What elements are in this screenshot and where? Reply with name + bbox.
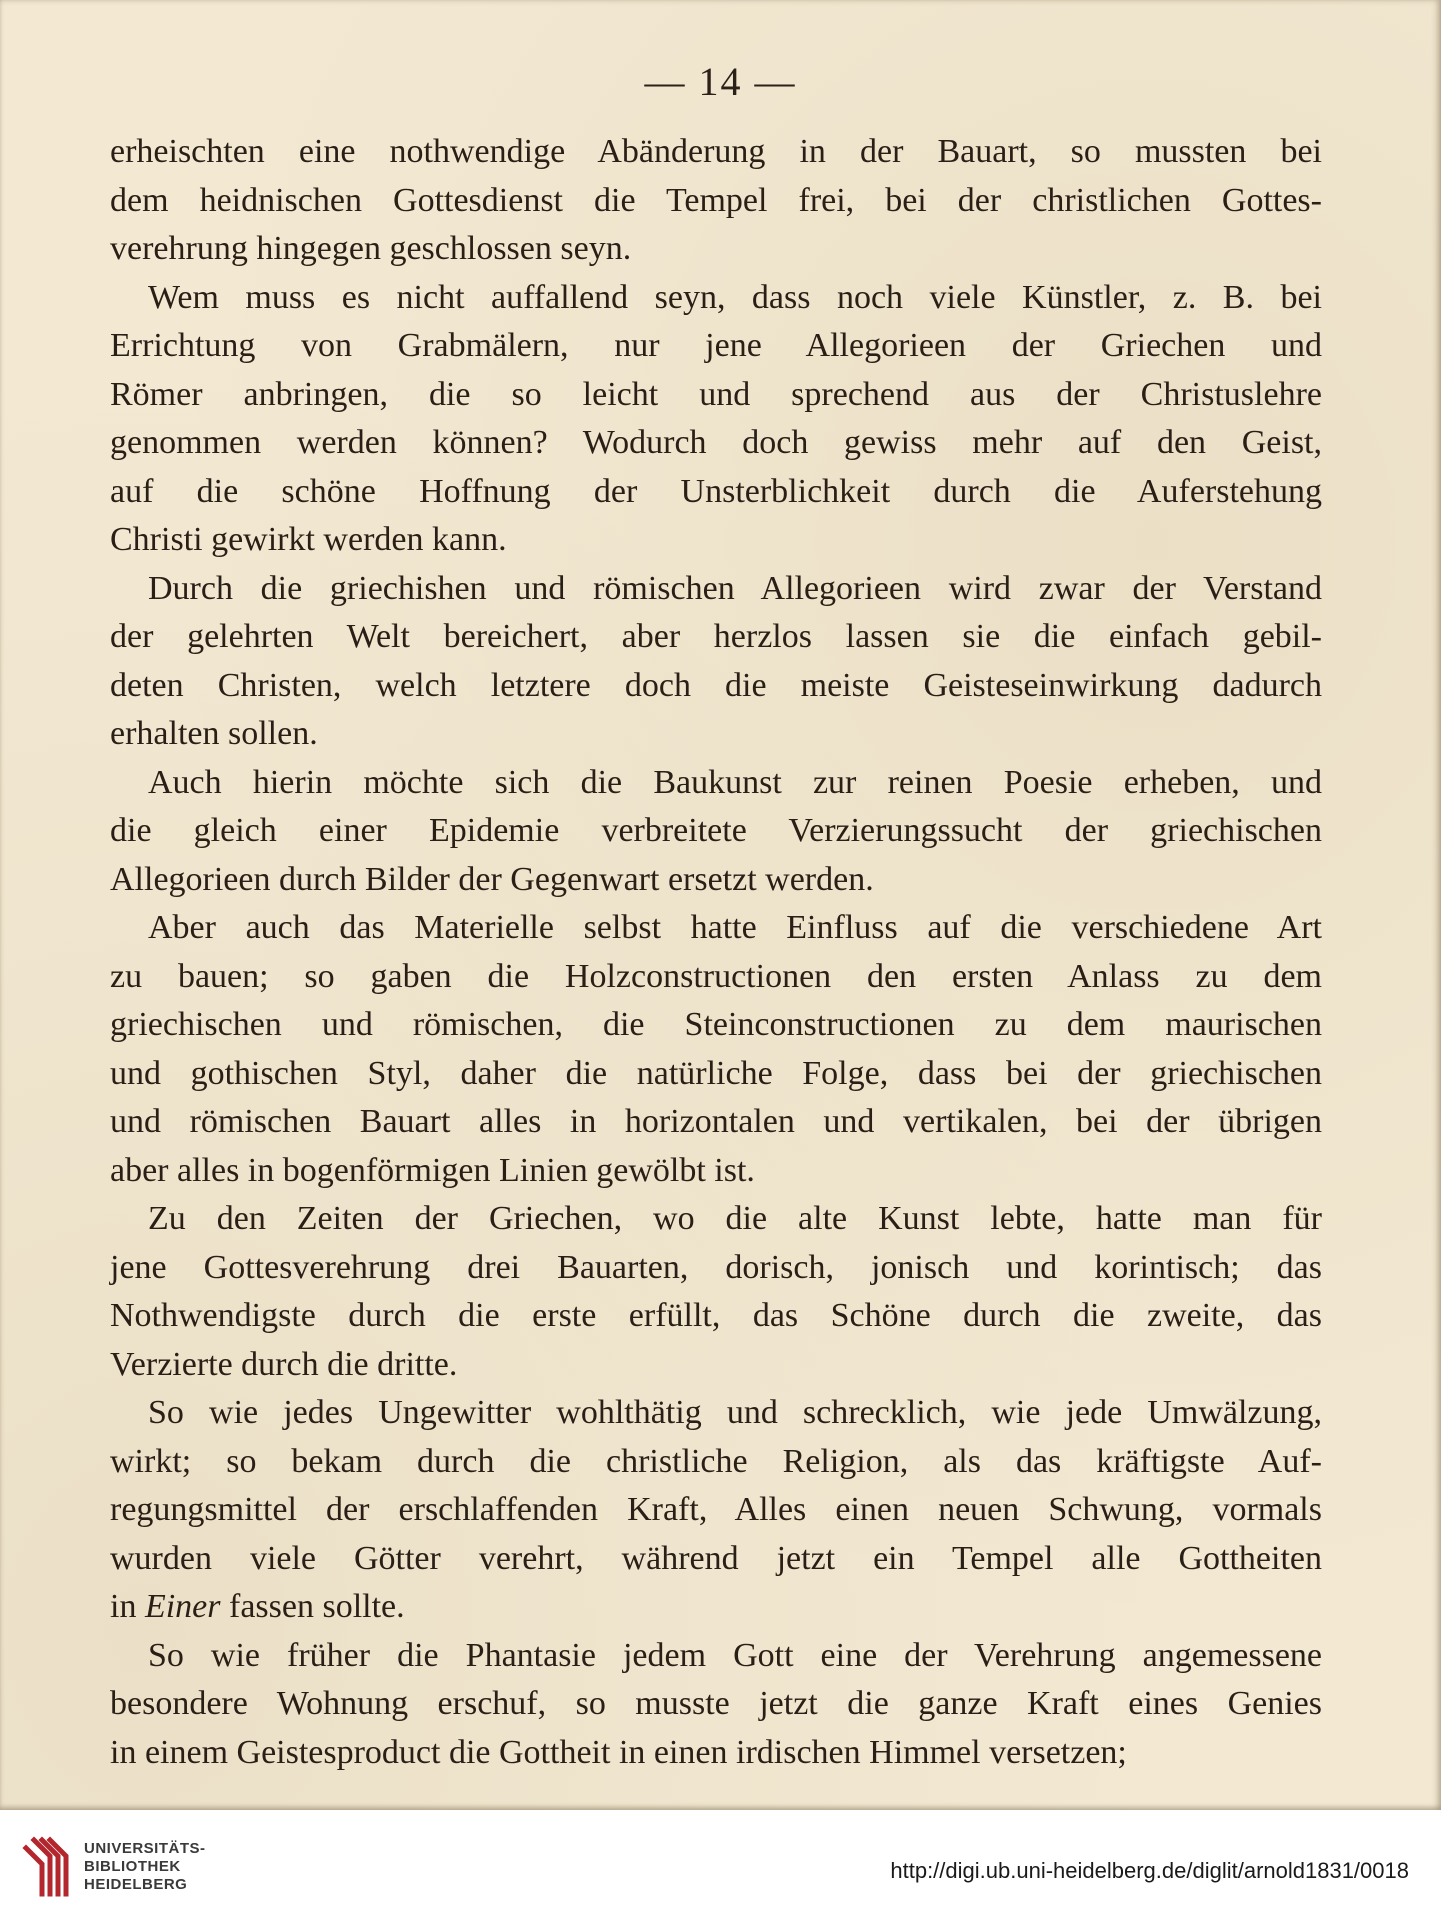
paragraph bbox=[110, 128, 1322, 274]
library-name-line: HEIDELBERG bbox=[84, 1876, 188, 1893]
ub-heidelberg-logo-icon[interactable] bbox=[20, 1832, 78, 1902]
text-line: Nothwendigste durch die erste erfüllt, das Schöne durch die zweite, das bbox=[110, 1297, 1322, 1334]
text-line: deten Christen, welch letztere doch die meiste Geisteseinwirkung dadurch bbox=[110, 666, 1322, 704]
footer-bar bbox=[0, 1810, 1441, 1926]
text-line: Auch hierin möchte sich die Baukunst zur reinen Poesie erheben, und bbox=[148, 763, 1322, 801]
paragraph bbox=[110, 759, 1322, 905]
text-line: in einem Geistesproduct die Gottheit in einen irdischen Himmel versetzen; bbox=[110, 1733, 1127, 1771]
text-line: in Einer fassen sollte. bbox=[110, 1588, 405, 1625]
library-name-line: BIBLIOTHEK bbox=[84, 1858, 181, 1875]
paragraph bbox=[110, 274, 1322, 565]
text-line: regungsmittel der erschlaffenden Kraft, Alles einen neuen Schwung, vormals bbox=[110, 1491, 1322, 1528]
paragraph bbox=[110, 904, 1322, 1195]
text-line: wirkt; so bekam durch die christliche Religion, als das kräftigste Auf- bbox=[110, 1442, 1322, 1480]
text-line: besondere Wohnung erschuf, so musste jetzt die ganze Kraft eines Genies bbox=[110, 1685, 1322, 1722]
paragraph bbox=[110, 1195, 1322, 1389]
paragraph bbox=[110, 1632, 1322, 1778]
text-line: jene Gottesverehrung drei Bauarten, dorisch, jonisch und korintisch; das bbox=[110, 1248, 1322, 1286]
text-line: Durch die griechishen und römischen Allegorieen wird zwar der Verstand bbox=[148, 569, 1322, 607]
source-url[interactable]: http://digi.ub.uni-heidelberg.de/diglit/arnold1831/0018 bbox=[890, 1858, 1409, 1883]
text-line: Römer anbringen, die so leicht und sprechend aus der Christuslehre bbox=[110, 375, 1322, 413]
text-line: auf die schöne Hoffnung der Unsterblichkeit durch die Auferstehung bbox=[110, 472, 1322, 510]
text-line: wurden viele Götter verehrt, während jetzt ein Tempel alle Gottheiten bbox=[110, 1539, 1322, 1577]
library-name-line: UNIVERSITÄTS- bbox=[84, 1840, 206, 1857]
text-line: So wie jedes Ungewitter wohlthätig und schrecklich, wie jede Umwälzung, bbox=[148, 1394, 1322, 1431]
text-line: Allegorieen durch Bilder der Gegenwart ersetzt werden. bbox=[110, 860, 874, 898]
text-line: griechischen und römischen, die Steinconstructionen zu dem maurischen bbox=[110, 1006, 1322, 1043]
text-line: verehrung hingegen geschlossen seyn. bbox=[110, 230, 632, 267]
page-number: — 14 — bbox=[644, 59, 797, 104]
text-line: zu bauen; so gaben die Holzconstructionen den ersten Anlass zu dem bbox=[110, 957, 1322, 995]
body-text bbox=[110, 128, 1322, 1777]
text-line: und römischen Bauart alles in horizontalen und vertikalen, bei der übrigen bbox=[110, 1103, 1322, 1140]
text-line: aber alles in bogenförmigen Linien gewölbt ist. bbox=[110, 1151, 755, 1189]
text-line: Wem muss es nicht auffallend seyn, dass noch viele Künstler, z. B. bei bbox=[148, 278, 1322, 316]
text-line: Zu den Zeiten der Griechen, wo die alte Kunst lebte, hatte man für bbox=[148, 1200, 1322, 1237]
text-line: Christi gewirkt werden kann. bbox=[110, 521, 507, 558]
text-line: Verzierte durch die dritte. bbox=[110, 1345, 458, 1383]
paragraph bbox=[110, 565, 1322, 759]
text-line: erheischten eine nothwendige Abänderung in der Bauart, so mussten bei bbox=[110, 133, 1322, 170]
paragraph bbox=[110, 1389, 1322, 1632]
text-line: Aber auch das Materielle selbst hatte Einfluss auf die verschiedene Art bbox=[148, 909, 1322, 946]
text-line: der gelehrten Welt bereichert, aber herzlos lassen sie die einfach gebil- bbox=[110, 618, 1322, 655]
text-line: Errichtung von Grabmälern, nur jene Allegorieen der Griechen und bbox=[110, 327, 1322, 364]
text-line: erhalten sollen. bbox=[110, 715, 318, 752]
text-line: genommen werden können? Wodurch doch gewiss mehr auf den Geist, bbox=[110, 424, 1322, 461]
text-line: dem heidnischen Gottesdienst die Tempel frei, bei der christlichen Gottes- bbox=[110, 181, 1322, 219]
library-name bbox=[84, 1840, 206, 1894]
text-line: So wie früher die Phantasie jedem Gott eine der Verehrung angemessene bbox=[148, 1636, 1322, 1674]
text-line: und gothischen Styl, daher die natürliche Folge, dass bei der griechischen bbox=[110, 1054, 1322, 1092]
text-line: die gleich einer Epidemie verbreitete Verzierungssucht der griechischen bbox=[110, 812, 1322, 849]
